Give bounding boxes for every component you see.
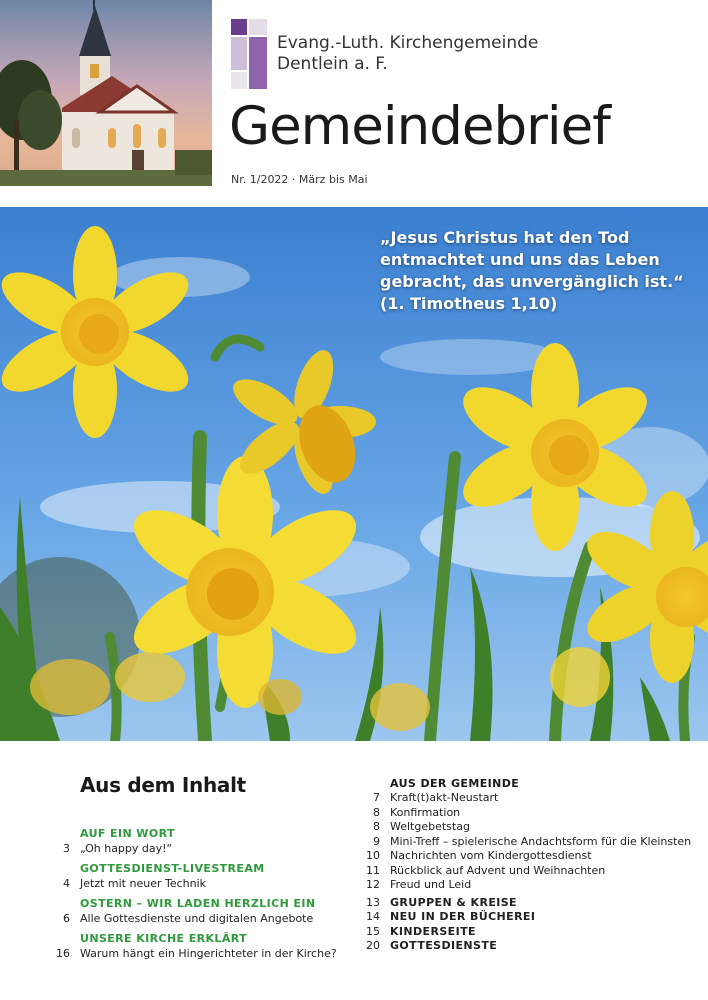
bible-quote-line: entmachtet und uns das Leben xyxy=(380,250,660,269)
toc-entry-text: Freud und Leid xyxy=(390,878,472,891)
toc-entry[interactable] xyxy=(356,910,706,925)
bible-quote xyxy=(380,227,684,315)
toc-entry-text: Jetzt mit neuer Technik xyxy=(80,877,207,890)
toc-entry-text: KINDERSEITE xyxy=(390,924,476,938)
toc-page-number: 8 xyxy=(373,820,380,833)
toc-entry[interactable] xyxy=(356,864,706,879)
bible-quote-line: „Jesus Christus hat den Tod xyxy=(380,228,630,247)
toc-title: Aus dem Inhalt xyxy=(80,773,246,797)
toc-entry-text: „Oh happy day!“ xyxy=(80,842,173,855)
parish-name-line: Evang.-Luth. Kirchengemeinde xyxy=(277,33,539,53)
toc-entry-text: Rückblick auf Advent und Weihnachten xyxy=(390,863,606,877)
bible-quote-reference: (1. Timotheus 1,10) xyxy=(380,294,558,313)
toc-page-number: 20 xyxy=(366,939,380,952)
logo-square xyxy=(249,19,267,35)
logo-square xyxy=(231,19,247,35)
toc-page-number: 16 xyxy=(56,947,70,960)
toc-page-number: 3 xyxy=(63,842,70,855)
toc-entry[interactable] xyxy=(356,849,706,864)
toc-page-number: 7 xyxy=(373,791,380,804)
toc-entry-text: Warum hängt ein Hingerichteter in der Kirche? xyxy=(80,947,337,960)
toc-entry-text: Alle Gottesdienste und digitalen Angebote xyxy=(80,912,314,925)
logo-square xyxy=(231,72,247,89)
toc-entry[interactable] xyxy=(356,835,706,850)
parish-name xyxy=(277,33,577,75)
toc-page-number: 9 xyxy=(373,834,380,848)
toc-entry-text: Kraft(t)akt-Neustart xyxy=(390,791,499,804)
toc-page-number: 10 xyxy=(366,849,380,862)
toc-entry[interactable] xyxy=(356,878,706,893)
toc-left-column xyxy=(50,826,350,962)
toc-page-number: 4 xyxy=(63,877,70,890)
page-title: Gemeindebrief xyxy=(229,96,610,157)
toc-page-number: 6 xyxy=(63,912,70,925)
parish-logo xyxy=(231,19,267,89)
toc-entry[interactable] xyxy=(50,911,350,927)
toc-entry[interactable] xyxy=(356,806,706,821)
toc-entry[interactable] xyxy=(356,925,706,940)
toc-entry[interactable] xyxy=(356,896,706,911)
toc-page-number: 12 xyxy=(366,878,380,891)
toc-entry[interactable] xyxy=(356,939,706,954)
toc-page-number: 11 xyxy=(366,863,380,877)
toc-section-heading: AUF EIN WORT xyxy=(80,827,175,840)
toc-right-column xyxy=(356,777,706,954)
toc-entry-text: Konfirmation xyxy=(390,805,461,819)
toc-section-heading: OSTERN – WIR LADEN HERZLICH EIN xyxy=(80,897,316,910)
toc-page-number: 8 xyxy=(373,805,380,819)
toc-page-number: 14 xyxy=(366,910,380,923)
parish-name-line: Dentlein a. F. xyxy=(277,54,388,74)
toc-entry[interactable] xyxy=(50,876,350,892)
toc-entry[interactable] xyxy=(356,791,706,806)
toc-entry-text: NEU IN DER BÜCHEREI xyxy=(390,910,536,923)
toc-section-heading: UNSERE KIRCHE ERKLÄRT xyxy=(80,932,248,945)
toc-section-heading: AUS DER GEMEINDE xyxy=(390,777,520,790)
toc-entry[interactable] xyxy=(50,841,350,857)
toc-entry[interactable] xyxy=(50,946,350,962)
issue-info: Nr. 1/2022 · März bis Mai xyxy=(231,173,368,186)
toc-entry-text: GRUPPEN & KREISE xyxy=(390,895,517,909)
church-photo xyxy=(0,0,212,186)
logo-square xyxy=(231,37,247,70)
toc-entry[interactable] xyxy=(356,820,706,835)
toc-section-heading: GOTTESDIENST-LIVESTREAM xyxy=(80,862,265,875)
toc-entry-text: GOTTESDIENSTE xyxy=(390,939,498,952)
logo-square xyxy=(249,37,267,89)
toc-page-number: 15 xyxy=(366,924,380,938)
toc-entry-text: Weltgebetstag xyxy=(390,820,470,833)
toc-entry-text: Mini-Treff – spielerische Andachtsform für die Kleinsten xyxy=(390,834,692,848)
toc-page-number: 13 xyxy=(366,895,380,909)
bible-quote-line: gebracht, das unvergänglich ist.“ xyxy=(380,272,684,291)
toc-entry-text: Nachrichten vom Kindergottesdienst xyxy=(390,849,592,862)
